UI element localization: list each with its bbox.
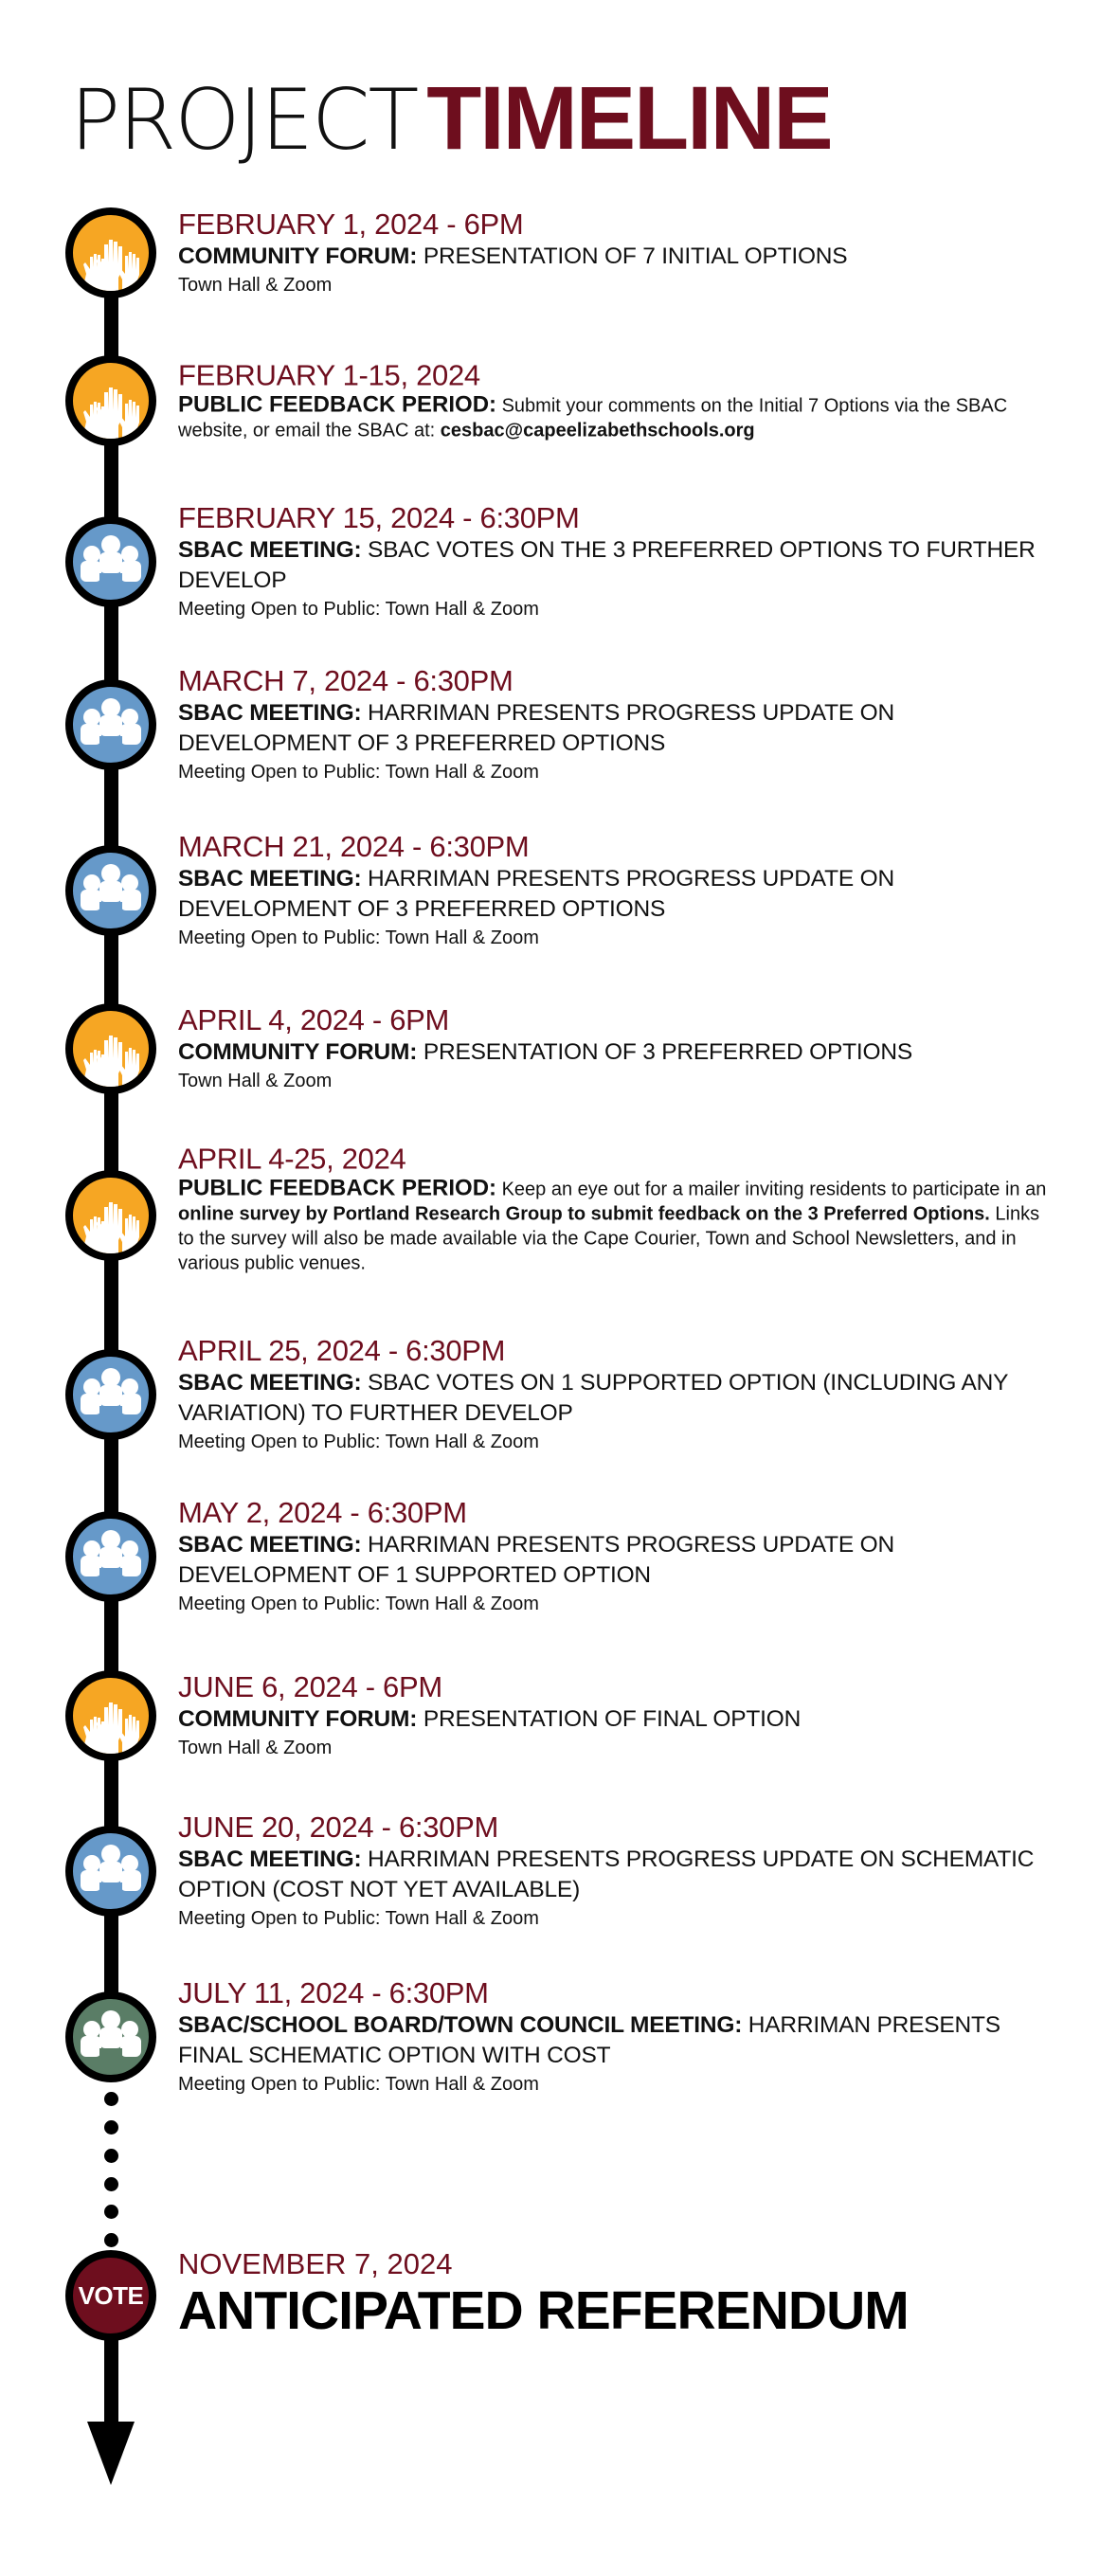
sbac-meeting-node [65, 845, 156, 936]
event-label: SBAC MEETING: [178, 537, 362, 563]
event-date: JULY 11, 2024 - 6:30PM [178, 1976, 489, 2009]
event-headline [178, 1845, 1050, 1905]
event-text: HARRIMAN PRESENTS PROGRESS UPDATE ON DEVELOPMENT OF 3 PREFERRED OPTIONS [178, 700, 894, 756]
event-location: Meeting Open to Public: Town Hall & Zoom [178, 1908, 539, 1929]
timeline-event [178, 1334, 1050, 1455]
group-icon [73, 1519, 149, 1594]
raised-hands-icon [73, 363, 149, 439]
event-text: Keep an eye out for a mailer inviting residents to participate in an [496, 1179, 1047, 1200]
event-date: MARCH 21, 2024 - 6:30PM [178, 830, 530, 863]
event-date: FEBRUARY 1, 2024 - 6PM [178, 207, 524, 241]
community-forum-node [65, 1003, 156, 1094]
event-headline [178, 1704, 1050, 1735]
event-body [178, 393, 1050, 443]
event-label: COMMUNITY FORUM: [178, 243, 418, 269]
email-link[interactable]: cesbac@capeelizabethschools.org [440, 420, 755, 441]
event-headline [178, 864, 1050, 925]
title-bold: TIMELINE [426, 68, 832, 169]
event-body [178, 1177, 1050, 1276]
event-label: SBAC/SCHOOL BOARD/TOWN COUNCIL MEETING: [178, 2012, 743, 2038]
event-location: Meeting Open to Public: Town Hall & Zoom [178, 762, 539, 783]
timeline-event [178, 830, 1050, 951]
timeline-event [178, 1003, 1050, 1094]
timeline-event [178, 1810, 1050, 1932]
page-title [70, 66, 832, 172]
title-light: PROJECT [70, 71, 418, 169]
event-headline [178, 2010, 1050, 2071]
event-location: Town Hall & Zoom [178, 275, 333, 296]
event-date: MARCH 7, 2024 - 6:30PM [178, 664, 513, 697]
timeline-event [178, 359, 1050, 443]
event-date: FEBRUARY 15, 2024 - 6:30PM [178, 501, 580, 534]
timeline-event [178, 207, 1050, 298]
event-text: PRESENTATION OF 3 PREFERRED OPTIONS [417, 1039, 913, 1065]
timeline-event [178, 1976, 1050, 2098]
referendum-headline: ANTICIPATED REFERENDUM [178, 2280, 909, 2341]
community-forum-node [65, 207, 156, 298]
event-label: PUBLIC FEEDBACK PERIOD: [178, 391, 497, 418]
vote-node [65, 2250, 156, 2341]
event-headline [178, 1530, 1050, 1591]
raised-hands-icon [73, 215, 149, 291]
referendum-event [178, 2247, 1050, 2340]
event-headline [178, 698, 1050, 759]
event-date: JUNE 6, 2024 - 6PM [178, 1670, 442, 1703]
sbac-meeting-node [65, 1349, 156, 1440]
group-icon [73, 1833, 149, 1909]
event-headline [178, 1368, 1050, 1429]
sbac-meeting-node [65, 679, 156, 770]
event-headline [178, 1037, 1050, 1068]
feedback-period-node [65, 1170, 156, 1261]
event-location: Meeting Open to Public: Town Hall & Zoom [178, 928, 539, 948]
event-text: HARRIMAN PRESENTS PROGRESS UPDATE ON DEVELOPMENT OF 1 SUPPORTED OPTION [178, 1532, 894, 1588]
vote-badge: VOTE [78, 2280, 144, 2310]
event-text: HARRIMAN PRESENTS FINAL SCHEMATIC OPTION WITH COST [178, 2012, 1000, 2068]
group-icon [73, 853, 149, 928]
raised-hands-icon [73, 1011, 149, 1087]
event-text: SBAC VOTES ON 1 SUPPORTED OPTION (INCLUDING ANY VARIATION) TO FURTHER DEVELOP [178, 1370, 1008, 1426]
event-text: HARRIMAN PRESENTS PROGRESS UPDATE ON SCHEMATIC OPTION (COST NOT YET AVAILABLE) [178, 1846, 1035, 1902]
ellipsis-dot [104, 2149, 118, 2163]
event-headline [178, 535, 1050, 596]
group-icon [73, 524, 149, 600]
raised-hands-icon [73, 1678, 149, 1754]
event-date: APRIL 4-25, 2024 [178, 1142, 406, 1176]
event-label: SBAC MEETING: [178, 1846, 362, 1872]
sbac-meeting-node [65, 1826, 156, 1917]
timeline-event [178, 501, 1050, 622]
raised-hands-icon [73, 1178, 149, 1253]
ellipsis-dot [104, 2205, 118, 2219]
group-icon [73, 1357, 149, 1432]
event-text: Submit your comments on the Initial 7 Options via the SBAC website, or email the SBAC at: [178, 395, 1008, 441]
event-label: COMMUNITY FORUM: [178, 1039, 418, 1065]
event-location: Meeting Open to Public: Town Hall & Zoom [178, 599, 539, 620]
event-label: SBAC MEETING: [178, 1532, 362, 1558]
event-date: APRIL 4, 2024 - 6PM [178, 1003, 450, 1036]
referendum-date: NOVEMBER 7, 2024 [178, 2247, 453, 2280]
group-icon [73, 687, 149, 763]
group-icon [73, 1999, 149, 2075]
event-text: PRESENTATION OF FINAL OPTION [417, 1706, 802, 1732]
timeline-event [178, 1496, 1050, 1617]
event-date: FEBRUARY 1-15, 2024 [178, 358, 480, 392]
ellipsis-dot [104, 2177, 118, 2191]
ellipsis-dot [104, 2092, 118, 2106]
timeline-event [178, 1670, 1050, 1761]
timeline-event [178, 664, 1050, 785]
event-label: SBAC MEETING: [178, 1370, 362, 1396]
ellipsis-dot [104, 2233, 118, 2247]
arrow-down-icon [87, 2422, 135, 2485]
event-text: PRESENTATION OF 7 INITIAL OPTIONS [417, 243, 848, 269]
sbac-meeting-node [65, 516, 156, 607]
event-label: SBAC MEETING: [178, 700, 362, 726]
event-text: SBAC VOTES ON THE 3 PREFERRED OPTIONS TO FURTHER DEVELOP [178, 537, 1036, 593]
joint-meeting-node [65, 1991, 156, 2082]
event-headline [178, 242, 1050, 272]
event-location: Town Hall & Zoom [178, 1738, 333, 1758]
event-label: PUBLIC FEEDBACK PERIOD: [178, 1175, 497, 1201]
sbac-meeting-node [65, 1511, 156, 1602]
event-location: Meeting Open to Public: Town Hall & Zoom [178, 1432, 539, 1452]
event-label: SBAC MEETING: [178, 866, 362, 892]
event-emphasis: online survey by Portland Research Group to submit feedback on the 3 Preferred Options. [178, 1203, 990, 1225]
event-location: Town Hall & Zoom [178, 1071, 333, 1091]
event-location: Meeting Open to Public: Town Hall & Zoom [178, 1594, 539, 1614]
community-forum-node [65, 1670, 156, 1761]
feedback-period-node [65, 355, 156, 446]
event-text: Links to the survey will also be made available via the Cape Courier, Town and School Newsletters, and in various public venues. [178, 1203, 1040, 1274]
timeline-event [178, 1143, 1050, 1276]
ellipsis-dot [104, 2120, 118, 2135]
event-text: HARRIMAN PRESENTS PROGRESS UPDATE ON DEVELOPMENT OF 3 PREFERRED OPTIONS [178, 866, 894, 922]
event-date: APRIL 25, 2024 - 6:30PM [178, 1334, 506, 1367]
event-label: COMMUNITY FORUM: [178, 1706, 418, 1732]
event-location: Meeting Open to Public: Town Hall & Zoom [178, 2074, 539, 2095]
event-date: JUNE 20, 2024 - 6:30PM [178, 1810, 499, 1844]
event-date: MAY 2, 2024 - 6:30PM [178, 1496, 467, 1529]
